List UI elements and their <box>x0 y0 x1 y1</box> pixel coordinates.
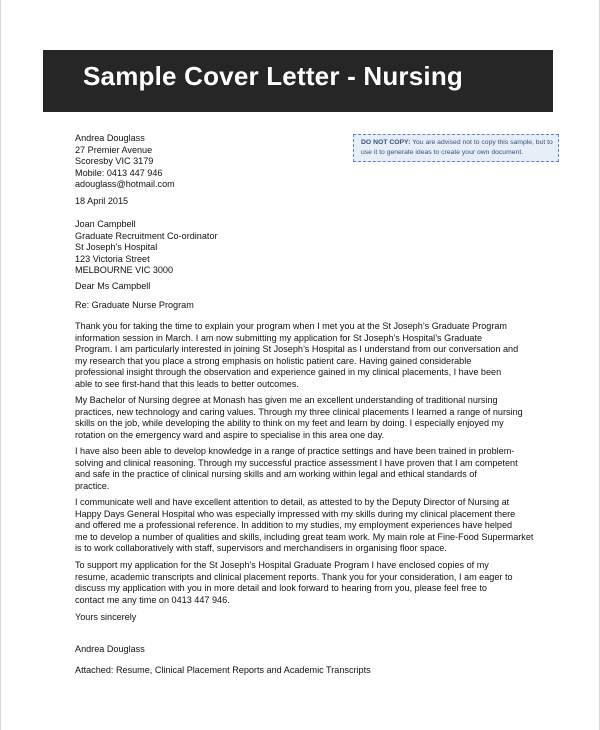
subject-line: Re: Graduate Nurse Program <box>75 300 194 310</box>
paragraph-line: practice. <box>75 480 110 491</box>
notice-text: use it to generate ideas to create your own document. <box>361 149 524 156</box>
paragraph-line: discuss my application with you in more detail and look forward to hearing from you, please feel free to <box>75 583 487 594</box>
paragraph-line: resume, academic transcripts and clinical placement reports. Thank you for your consideration, I am eager to <box>75 571 513 582</box>
sender-address-line: Scoresby VIC 3179 <box>75 156 154 167</box>
sender-address <box>75 133 535 191</box>
letter-date: 18 April 2015 <box>75 196 129 206</box>
paragraph-line: is to work collaboratively with staff, supervisors and merchandisers in organising floor space. <box>75 543 447 554</box>
paragraph-line: My Bachelor of Nursing degree at Monash has given me an excellent understanding of traditional nursing <box>75 395 498 405</box>
paragraph-line: Program. I am particularly interested in joining St Joseph’s Hospital as I understand from our conversation and <box>75 344 519 355</box>
body-paragraph <box>75 395 533 441</box>
sender-address-line: 27 Premier Avenue <box>75 144 153 155</box>
body-paragraph <box>75 446 533 492</box>
recipient-address <box>75 219 535 277</box>
page-edge <box>0 0 1 730</box>
sender-mobile: Mobile: 0413 447 946 <box>75 167 163 178</box>
recipient-city: MELBOURNE VIC 3000 <box>75 265 174 276</box>
title-banner <box>43 50 553 112</box>
paragraph-line: my research that you place a strong emphasis on holistic patient care. Having gained considerable <box>75 355 472 366</box>
body-paragraph <box>75 497 533 555</box>
body-paragraph <box>75 321 533 391</box>
paragraph-line: solving and clinical reasoning. Through my successful practice assessment I have proven that I am competent <box>75 457 518 468</box>
notice-text: You are advised not to copy this sample, but to <box>410 139 553 146</box>
sender-name: Andrea Douglass <box>75 133 145 143</box>
paragraph-line: and safe in the practice of clinical nursing skills and am working within legal and ethical standards of <box>75 469 477 480</box>
signature-name: Andrea Douglass <box>75 644 145 654</box>
paragraph-line: professional insight through the observation and experience gained in my clinical placements, I have been <box>75 367 502 378</box>
closing: Yours sincerely <box>75 612 137 622</box>
page-title: Sample Cover Letter - Nursing <box>83 61 463 91</box>
paragraph-line: rotation on the emergency ward and aspire to specialise in this area one day. <box>75 429 385 440</box>
paragraph-line: me to develop a number of qualities and skills, including great team work. My main role at Fine-Food Supermarket <box>75 531 534 542</box>
paragraph-line: To support my application for the St Joseph’s Hospital Graduate Program I have enclosed copies of my <box>75 560 489 570</box>
sender-email: adouglass@hotmail.com <box>75 179 175 190</box>
recipient-title: Graduate Recruitment Co-ordinator <box>75 230 218 241</box>
notice-label: DO NOT COPY: <box>361 139 411 146</box>
recipient-street: 123 Victoria Street <box>75 253 150 264</box>
paragraph-line: and offered me a professional reference. In addition to my studies, my employment experiences have helped <box>75 520 513 531</box>
body-paragraph <box>75 560 533 606</box>
paragraph-line: able to see first-hand that this leads to better outcomes. <box>75 378 299 389</box>
attachments-line: Attached: Resume, Clinical Placement Reports and Academic Transcripts <box>75 665 371 675</box>
recipient-name: Joan Campbell <box>75 219 136 229</box>
paragraph-line: skills on the job, while developing the ability to think on my feet and learn by doing. I especially enjoyed my <box>75 418 504 429</box>
paragraph-line: practices, new technology and caring values. Through my three clinical placements I learned a range of nursing <box>75 406 523 417</box>
salutation: Dear Ms Campbell <box>75 281 151 291</box>
paragraph-line: information session in March. I am now submitting my application for St Joseph’s Hospital’s Graduate <box>75 332 483 343</box>
paragraph-line: I communicate well and have excellent attention to detail, as attested to by the Deputy Director of Nursing at <box>75 497 510 507</box>
recipient-org: St Joseph’s Hospital <box>75 242 158 253</box>
paragraph-line: Thank you for taking the time to explain your program when I met you at the St Joseph’s Graduate Program <box>75 321 508 331</box>
paragraph-line: I have also been able to develop knowledge in a range of practice settings and have been trained in problem- <box>75 446 515 456</box>
paragraph-line: contact me any time on 0413 447 946. <box>75 594 230 605</box>
paragraph-line: Happy Days General Hospital who was especially impressed with my skills during my clinical placement there <box>75 508 516 519</box>
